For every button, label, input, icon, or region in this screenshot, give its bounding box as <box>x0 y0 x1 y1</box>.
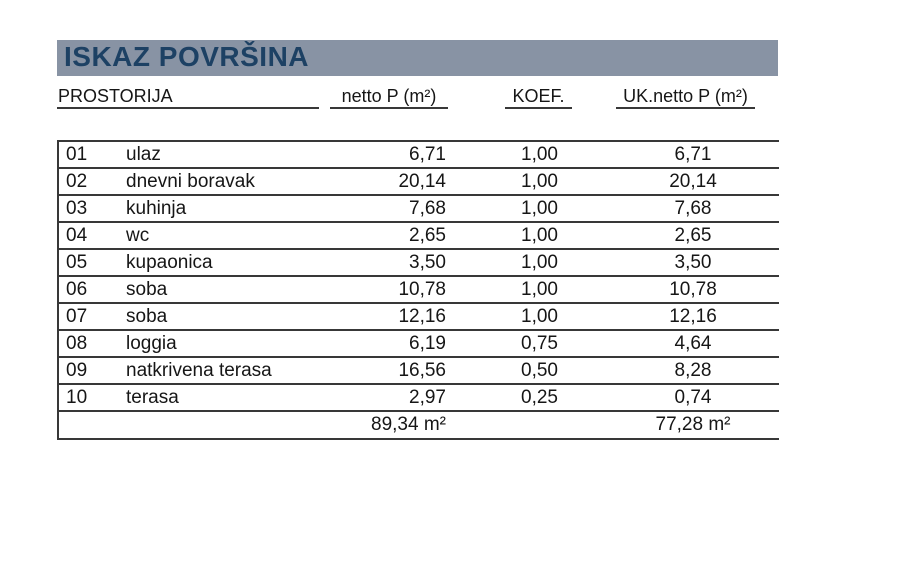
room-number: 05 <box>58 249 116 276</box>
koef-value: 1,00 <box>448 276 631 303</box>
table-row <box>58 384 779 411</box>
netto-value: 6,71 <box>306 141 448 168</box>
uk-netto-value: 4,64 <box>631 330 779 357</box>
column-header-uk-netto-p: UK.netto P (m²) <box>616 86 755 109</box>
koef-value: 1,00 <box>448 303 631 330</box>
uk-netto-value: 3,50 <box>631 249 779 276</box>
koef-value: 1,00 <box>448 222 631 249</box>
uk-netto-value: 7,68 <box>631 195 779 222</box>
netto-value: 3,50 <box>306 249 448 276</box>
room-number: 09 <box>58 357 116 384</box>
table-row <box>58 249 779 276</box>
koef-value: 0,75 <box>448 330 631 357</box>
uk-netto-value: 10,78 <box>631 276 779 303</box>
netto-total: 89,34 m² <box>306 411 448 439</box>
uk-netto-value: 8,28 <box>631 357 779 384</box>
totals-empty-koef <box>448 411 631 439</box>
totals-empty-name <box>116 411 306 439</box>
uk-netto-value: 12,16 <box>631 303 779 330</box>
table-row <box>58 276 779 303</box>
table-row <box>58 141 779 168</box>
table-row <box>58 357 779 384</box>
uk-netto-total: 77,28 m² <box>631 411 779 439</box>
netto-value: 2,97 <box>306 384 448 411</box>
netto-value: 10,78 <box>306 276 448 303</box>
room-name: natkrivena terasa <box>116 357 306 384</box>
room-name: dnevni boravak <box>116 168 306 195</box>
koef-value: 1,00 <box>448 141 631 168</box>
column-header-prostorija: PROSTORIJA <box>57 86 319 109</box>
title-banner <box>57 40 778 76</box>
koef-value: 1,00 <box>448 195 631 222</box>
room-name: loggia <box>116 330 306 357</box>
page-title: ISKAZ POVRŠINA <box>64 41 310 72</box>
koef-value: 0,50 <box>448 357 631 384</box>
area-table <box>57 140 779 440</box>
uk-netto-value: 6,71 <box>631 141 779 168</box>
area-table-body <box>58 141 779 411</box>
table-row <box>58 168 779 195</box>
koef-value: 1,00 <box>448 168 631 195</box>
room-number: 10 <box>58 384 116 411</box>
uk-netto-value: 2,65 <box>631 222 779 249</box>
room-number: 07 <box>58 303 116 330</box>
column-header-koef: KOEF. <box>505 86 572 109</box>
room-number: 03 <box>58 195 116 222</box>
column-headers <box>0 86 921 110</box>
room-name: kuhinja <box>116 195 306 222</box>
table-row <box>58 330 779 357</box>
netto-value: 12,16 <box>306 303 448 330</box>
totals-row <box>58 411 779 439</box>
room-name: kupaonica <box>116 249 306 276</box>
column-header-netto-p: netto P (m²) <box>330 86 448 109</box>
room-number: 08 <box>58 330 116 357</box>
table-row <box>58 195 779 222</box>
netto-value: 6,19 <box>306 330 448 357</box>
table-row <box>58 222 779 249</box>
netto-value: 2,65 <box>306 222 448 249</box>
room-number: 02 <box>58 168 116 195</box>
room-name: soba <box>116 276 306 303</box>
table-row <box>58 303 779 330</box>
room-number: 06 <box>58 276 116 303</box>
room-name: terasa <box>116 384 306 411</box>
room-name: soba <box>116 303 306 330</box>
uk-netto-value: 20,14 <box>631 168 779 195</box>
room-number: 01 <box>58 141 116 168</box>
totals-empty-no <box>58 411 116 439</box>
netto-value: 20,14 <box>306 168 448 195</box>
netto-value: 7,68 <box>306 195 448 222</box>
uk-netto-value: 0,74 <box>631 384 779 411</box>
netto-value: 16,56 <box>306 357 448 384</box>
room-name: wc <box>116 222 306 249</box>
koef-value: 0,25 <box>448 384 631 411</box>
room-number: 04 <box>58 222 116 249</box>
koef-value: 1,00 <box>448 249 631 276</box>
room-name: ulaz <box>116 141 306 168</box>
